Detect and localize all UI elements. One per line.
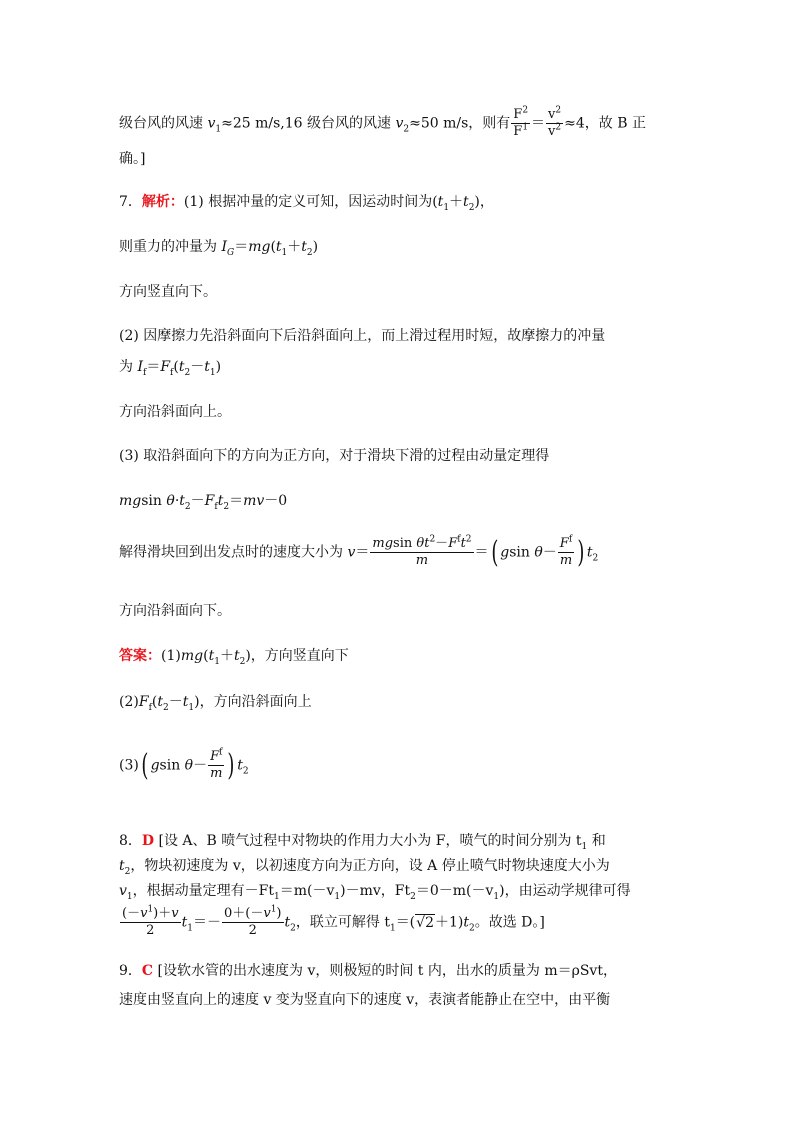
answer-line-1: 答案：$(1)mg(t_1+t_2)$，方向竖直向下	[119, 648, 349, 667]
q7-line-1: 7．解析：(1) 根据冲量的定义可知，因运动时间为$(t_1+t_2)$，	[119, 194, 494, 213]
text-span: ≈50 m/s，则有	[409, 115, 511, 132]
q7-line-6: 方向沿斜面向上。	[119, 404, 231, 420]
q9-line-1	[119, 962, 617, 980]
analysis-label: 解析：	[141, 194, 184, 210]
text-span: 级台风的风速	[119, 115, 208, 132]
question-number: 9．	[119, 963, 142, 979]
answer-choice: D	[141, 833, 155, 849]
q7-equation: mgsin $\theta\cdot t_2-F_ft_2=mv-0$	[119, 493, 288, 512]
text-span: ＝m(－v	[279, 883, 335, 899]
q8-line-1: 8．D [设 A、B 喷气过程中对物块的作用力大小为 F，喷气的时间分别为 $t_1$ 和	[119, 833, 606, 852]
fraction: $\frac{F^f}{m}$	[559, 534, 573, 568]
question-number: 8．	[119, 833, 142, 849]
fraction: $\frac{F^f}{m}$	[210, 747, 223, 781]
fraction: $\frac{v^2}{v^2}$	[548, 105, 562, 139]
text-span: 和	[587, 833, 606, 849]
text-line-2: 确。]	[119, 151, 146, 167]
text-span: 为	[119, 359, 138, 375]
text-span: ，根据动量定理有－Ft	[132, 883, 274, 899]
text-span: ≈25 m/s,16 级台风的风速	[221, 115, 396, 132]
q7-line-3: 方向竖直向下。	[119, 284, 217, 300]
fraction: $\frac{mgsin \theta t^2-F^ft^2}{m}$	[372, 534, 472, 568]
text-span: ，物块初速度为 v，以初速度方向为正方向，设 A 停止喷气时物块速度大小为	[130, 858, 610, 874]
q7-line-9: 解得滑块回到出发点时的速度大小为 v＝ $\frac{mgsin \theta t^2-F^ft^2}{m}$ ＝( gsin θ－ $\frac{F^f}{m}$ ) $t_2$	[119, 534, 599, 570]
answer-label: 答案：	[119, 648, 161, 664]
text-span: ，方向沿斜面向上	[199, 694, 312, 710]
q9-line-2: 速度由竖直向上的速度 v 变为竖直向下的速度 v，表演者能静止在空中，由平衡	[119, 992, 611, 1008]
q7-line-4: (2) 因摩擦力先沿斜面向下后沿斜面向上，而上滑过程用时短，故摩擦力的冲量	[119, 328, 606, 344]
q7-line-7: (3) 取沿斜面向下的方向为正方向，对于滑块下滑的过程由动量定理得	[119, 448, 550, 464]
fraction: $\frac{F^2}{F^1}$	[513, 105, 529, 139]
text-span: [设软水管的出水速度为 v，则极短的时间 t 内，出水的质量为 m＝ρSvt，	[157, 963, 617, 979]
q8-line-4: $\frac{(-v^1)+v}{2}$ $t_1=-$ $\frac{0+(-v^1)}{2}$ $t_2$，联立可解得 $t_1=(√2+1)t_2$。故选 D。]	[122, 904, 545, 938]
fraction: $\frac{0+(-v^1)}{2}$	[223, 904, 282, 938]
q7-line-5: 为 $I_f=F_f(t_2-t_1)$	[119, 359, 222, 378]
text-line-1: 级台风的风速 $v_1\approx 25$ m/s,16 级台风的风速 $v_2\approx 50$ m/s，则有 $\frac{F^2}{F^1}$ ＝ $\frac{v^2}{v^2}$ ≈4，故 B 正	[119, 105, 646, 139]
q7-line-2: 则重力的冲量为 $I_G=mg(t_1+t_2)$	[119, 239, 319, 258]
text-span: ≈4，故 B 正	[564, 115, 646, 132]
q8-line-2: $t_2$，物块初速度为 v，以初速度方向为正方向，设 A 停止喷气时物块速度大小为	[119, 858, 610, 877]
text-span: (1) 根据冲量的定义可知，因运动时间为(	[183, 194, 438, 210]
text-span: 解得滑块回到出发点时的速度大小为	[119, 544, 348, 561]
text-span: 则重力的冲量为	[119, 239, 222, 255]
answer-choice: C	[141, 963, 154, 979]
text-span: ，联立可解得 t	[295, 914, 390, 931]
q7-line-10: 方向沿斜面向下。	[119, 603, 231, 619]
question-number: 7．	[119, 194, 142, 210]
text-span: )－mv，Ft	[340, 883, 411, 899]
text-span: [设 A、B 喷气过程中对物块的作用力大小为 F，喷气的时间分别为 t	[158, 833, 582, 849]
answer-line-3: (3)( gsin θ－ $\frac{F^f}{m}$ ) $t_2$	[119, 747, 249, 783]
text-span: 。故选 D。]	[474, 914, 545, 931]
text-span: ＝0－m(－v	[415, 883, 494, 899]
text-span: )，由运动学规律可得	[499, 883, 631, 899]
fraction: $\frac{(-v^1)+v}{2}$	[122, 904, 179, 938]
answer-line-2: $(2)F_f(t_2-t_1)$，方向沿斜面向上	[119, 694, 312, 713]
text-span: ，方向竖直向下	[250, 648, 349, 664]
q8-line-3: $v_1$，根据动量定理有$-Ft_1=m(-v_1)-mv$，$Ft_2=0-m(-v_1)$，由运动学规律可得	[119, 883, 631, 902]
